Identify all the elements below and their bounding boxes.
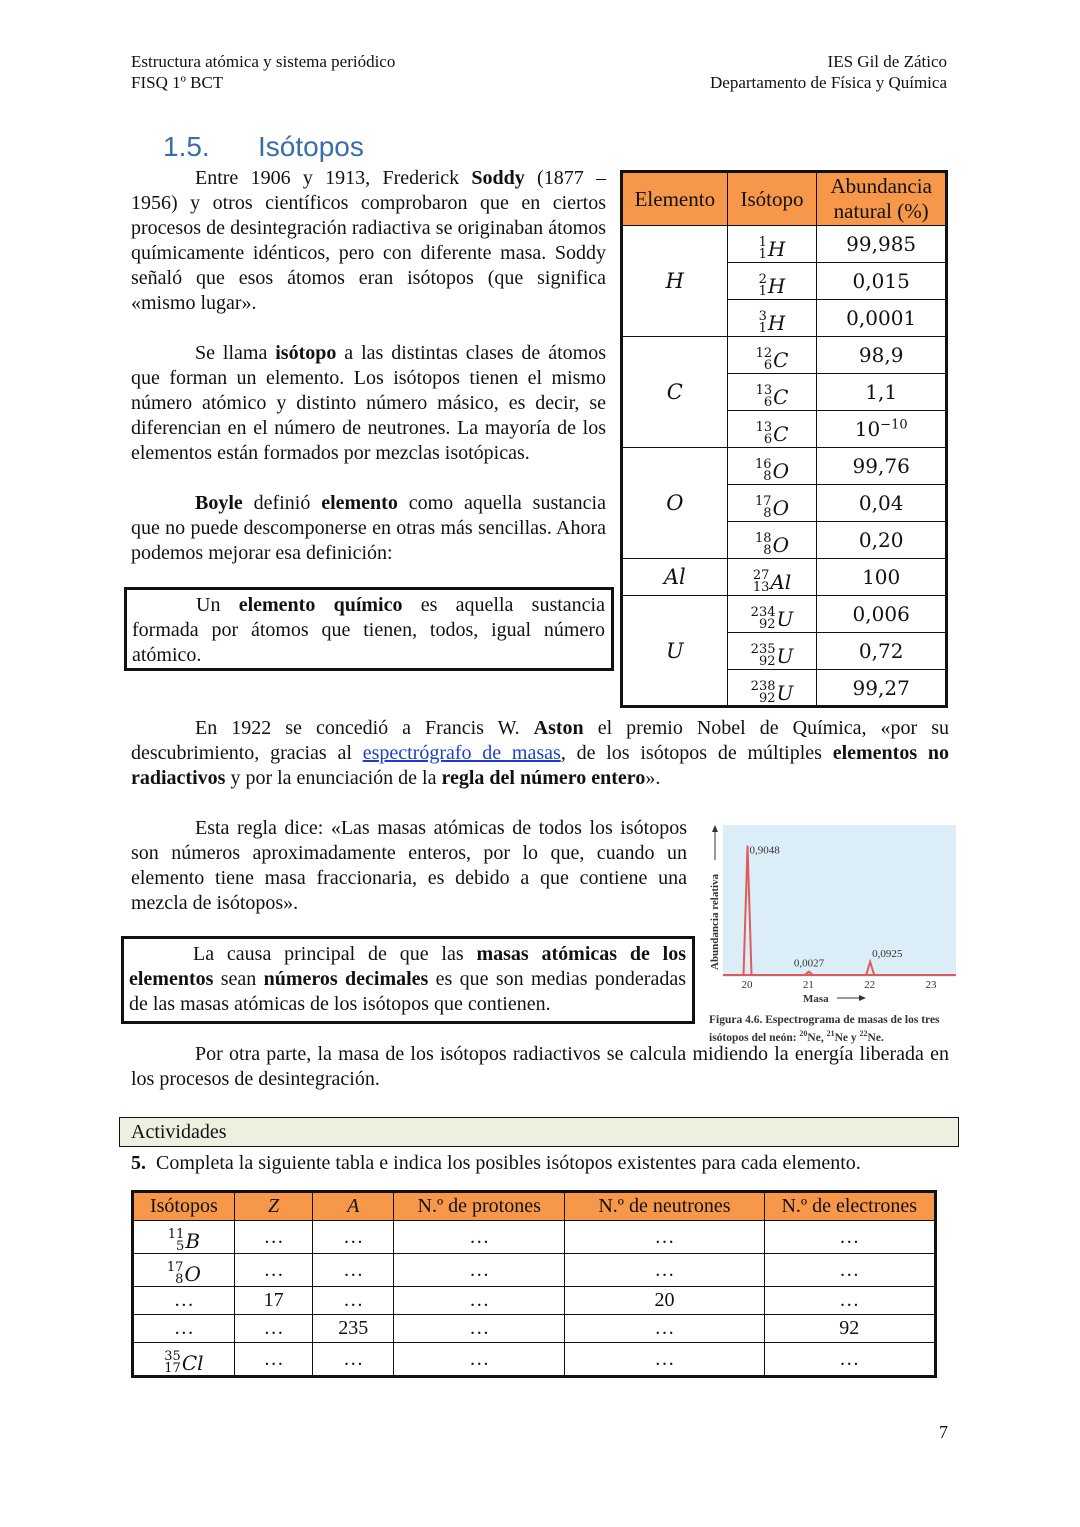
header-abundancia: Abundancia natural (%) xyxy=(817,172,947,226)
isotope-symbol: 13 6 C xyxy=(755,420,789,447)
isotope-cell xyxy=(727,670,817,707)
chemical-element-term: elemento químico xyxy=(238,594,403,616)
mass-spectrograph-link[interactable]: espectrógrafo de masas xyxy=(362,742,561,764)
peak-value-label: 0,0925 xyxy=(872,947,903,960)
activity-cell-n: … xyxy=(565,1315,764,1343)
activity-row xyxy=(133,1221,936,1254)
activity-cell-p: … xyxy=(394,1315,565,1343)
isotope-cell xyxy=(727,485,817,522)
spectrogram-svg xyxy=(703,820,963,1005)
boyle-name: Boyle xyxy=(195,492,243,514)
isotope-symbol: 17 8 O xyxy=(755,494,789,521)
activity-isotope-symbol: 35 17 Cl xyxy=(164,1349,204,1376)
header-course-code: FISQ 1º BCT xyxy=(131,73,224,92)
element-cell: C xyxy=(622,337,728,448)
isotope-symbol: 3 1 H xyxy=(758,309,786,336)
isotope-cell xyxy=(727,596,817,633)
activity-cell-e: 92 xyxy=(764,1315,935,1343)
header-protons: N.º de protones xyxy=(394,1192,565,1221)
isotope-cell xyxy=(727,559,817,596)
figure-number: Figura 4.6. xyxy=(709,1014,763,1026)
activity-isotope-cell xyxy=(133,1343,235,1377)
activity-row xyxy=(133,1343,936,1377)
header-department: Departamento de Física y Química xyxy=(710,73,947,92)
rule-paragraph: Esta regla dice: «Las masas atómicas de todos los isótopos son números aproximadamente enteros, por lo que, cuando un elemento tiene masa fraccionaria, es debido a que contiene una mezcla de isótopos». xyxy=(131,817,687,914)
activity-cell-p: … xyxy=(394,1343,565,1377)
question-text: Completa la siguiente tabla e indica los posibles isótopos existentes para cada elemento. xyxy=(156,1152,861,1174)
element-cell: Al xyxy=(622,559,728,596)
abundance-cell: 98,9 xyxy=(817,337,947,374)
activity-cell-a: 235 xyxy=(313,1315,394,1343)
figure-caption: Figura 4.6. Espectrograma de masas de los tres isótopos del neón: $^{20}$Ne, $^{21}$Ne y $^{22}$Ne. xyxy=(709,1014,940,1044)
isotope-row xyxy=(622,596,947,633)
activity-cell-e: … xyxy=(764,1287,935,1315)
section-title: Isótopos xyxy=(258,131,364,162)
activity-cell-n: … xyxy=(565,1221,764,1254)
boyle-paragraph: Boyle definió elemento como aquella sustancia que no puede descomponerse en otras más sencillas. Ahora podemos mejorar esa definición: xyxy=(131,492,606,564)
abundance-cell: 0,0001 xyxy=(817,300,947,337)
isotope-symbol: 238 92 U xyxy=(750,678,794,706)
decimal-mass-box: La causa principal de que las masas atómicas de los elementos sean números decimales es que son medias ponderadas de las masas atómicas de los isótopos que contienen. xyxy=(121,936,695,1024)
aston-name: Aston xyxy=(533,717,584,739)
activity-cell-p: … xyxy=(394,1254,565,1287)
header-isotopo: Isótopo xyxy=(727,172,817,226)
isotope-row xyxy=(622,559,947,596)
activity-row xyxy=(133,1315,936,1343)
abundance-cell: 0,72 xyxy=(817,633,947,670)
element-cell: H xyxy=(622,226,728,337)
activity-cell-n: … xyxy=(565,1343,764,1377)
activity-cell-p: … xyxy=(394,1287,565,1315)
isotope-cell xyxy=(727,448,817,485)
activity-cell-z: … xyxy=(234,1315,313,1343)
question-number: 5. xyxy=(131,1152,146,1174)
isotope-cell xyxy=(727,300,817,337)
header-elemento: Elemento xyxy=(622,172,728,226)
isotope-symbol: 27 13 Al xyxy=(752,568,792,595)
section-heading xyxy=(163,131,364,163)
activity-cell-z: 17 xyxy=(234,1287,313,1315)
aston-paragraph: En 1922 se concedió a Francis W. Aston el premio Nobel de Química, «por su descubrimiento, gracias al espectrógrafo de masas, de los isótopos de múltiples elementos no radiactivos y por la enunciación de la regla del número entero». xyxy=(131,717,949,789)
isotope-definition-paragraph: Se llama isótopo a las distintas clases de átomos que forman un elemento. Los isótopos tienen el mismo número atómico y distinto número másico, es decir, se diferencian en el número de neutrones. La mayoría de los elementos están formados por mezclas isotópicas. xyxy=(131,342,606,464)
isotope-cell xyxy=(727,633,817,670)
x-tick-label: 20 xyxy=(741,979,753,991)
header-z: Z xyxy=(234,1192,313,1221)
isotope-term: isótopo xyxy=(275,342,337,364)
neon-mass-spectrogram xyxy=(703,820,963,1045)
section-number: 1.5. xyxy=(163,131,210,162)
abundance-cell: $10^{-10}$ xyxy=(817,411,947,448)
isotope-symbol: 18 8 O xyxy=(755,531,789,558)
isotope-row xyxy=(622,337,947,374)
abundance-cell: 99,76 xyxy=(817,448,947,485)
radioactive-mass-paragraph: Por otra parte, la masa de los isótopos radiactivos se calcula midiendo la energía liberada en los procesos de desintegración. xyxy=(131,1043,949,1090)
abundance-cell: 100 xyxy=(817,559,947,596)
isotope-symbol: 2 1 H xyxy=(758,272,786,299)
soddy-name: Soddy xyxy=(471,167,525,189)
isotope-row xyxy=(622,448,947,485)
peak-value-label: 0,9048 xyxy=(749,844,780,857)
activity-cell-p: … xyxy=(394,1221,565,1254)
y-axis-label: Abundancia relativa xyxy=(709,873,721,970)
header-electrons: N.º de electrones xyxy=(764,1192,935,1221)
isotope-abundance-table xyxy=(620,170,948,708)
activity-table xyxy=(131,1190,937,1378)
decimal-numbers-term: números decimales xyxy=(263,968,429,990)
activity-cell-e: … xyxy=(764,1221,935,1254)
isotope-table-body xyxy=(622,226,947,707)
activity-isotope-cell xyxy=(133,1254,235,1287)
abundance-cell: 0,006 xyxy=(817,596,947,633)
activity-cell-z: … xyxy=(234,1221,313,1254)
isotope-symbol: 16 8 O xyxy=(755,457,789,484)
activity-isotope-cell: … xyxy=(133,1287,235,1315)
isotope-symbol: 1 1 H xyxy=(758,235,786,262)
element-cell: O xyxy=(622,448,728,559)
element-definition-box: Un elemento químico es aquella sustancia formada por átomos que tienen, todos, igual número atómico. xyxy=(124,587,614,671)
abundance-cell: 0,04 xyxy=(817,485,947,522)
header-course-title: Estructura atómica y sistema periódico xyxy=(131,52,396,71)
activity-cell-e: … xyxy=(764,1254,935,1287)
element-cell: U xyxy=(622,596,728,707)
header-isotopos: Isótopos xyxy=(133,1192,235,1221)
abundance-cell: 99,985 xyxy=(817,226,947,263)
isotope-symbol: 234 92 U xyxy=(750,605,794,632)
page-number: 7 xyxy=(939,1422,948,1442)
activity-table-body xyxy=(133,1221,936,1377)
page-header-left xyxy=(131,51,395,93)
atomic-masses-term: masas atómicas de los elementos xyxy=(129,943,686,990)
x-tick-label: 22 xyxy=(864,979,876,991)
intro-paragraph: Entre 1906 y 1913, Frederick Soddy (1877 – 1956) y otros científicos comprobaron que en ciertos procesos de desintegración radiactiva se originaban átomos químicamente idénticos, pero con diferente masa. Soddy señaló que esos átomos eran isótopos (que significa «mismo lugar». xyxy=(131,167,606,314)
abundance-cell: 0,20 xyxy=(817,522,947,559)
isotope-cell xyxy=(727,522,817,559)
activity-cell-z: … xyxy=(234,1254,313,1287)
non-radioactive-elements-term: elementos no radiactivos xyxy=(131,742,949,789)
abundance-cell: 99,27 xyxy=(817,670,947,707)
activity-isotope-cell xyxy=(133,1221,235,1254)
activity-row xyxy=(133,1254,936,1287)
activity-isotope-symbol: 17 8 O xyxy=(166,1260,201,1287)
activity-cell-z: … xyxy=(234,1343,313,1377)
header-neutrons: N.º de neutrones xyxy=(565,1192,764,1221)
y-axis-arrow-head xyxy=(712,825,718,832)
isotope-symbol: 12 6 C xyxy=(755,346,789,373)
activity-cell-e: … xyxy=(764,1343,935,1377)
activity-row xyxy=(133,1287,936,1315)
isotope-cell xyxy=(727,263,817,300)
activity-isotope-symbol: 11 5 B xyxy=(167,1227,201,1254)
isotope-symbol: 235 92 U xyxy=(750,642,794,669)
peak-value-label: 0,0027 xyxy=(793,957,825,970)
abundance-cell: 0,015 xyxy=(817,263,947,300)
x-axis-arrow-head xyxy=(859,995,866,1001)
activity-cell-a: … xyxy=(313,1343,394,1377)
x-axis-label: Masa xyxy=(803,993,829,1005)
page-header-right xyxy=(710,51,947,93)
activity-cell-a: … xyxy=(313,1287,394,1315)
abundance-cell: 1,1 xyxy=(817,374,947,411)
x-tick-label: 21 xyxy=(802,979,814,991)
isotope-cell xyxy=(727,374,817,411)
whole-number-rule-term: regla del número entero xyxy=(441,767,646,789)
isotope-cell xyxy=(727,337,817,374)
activities-header: Actividades xyxy=(119,1117,959,1147)
isotope-cell xyxy=(727,226,817,263)
activity-5-statement xyxy=(131,1151,861,1176)
header-school: IES Gil de Zático xyxy=(827,52,947,71)
isotope-cell xyxy=(727,411,817,448)
x-tick-label: 23 xyxy=(925,979,937,991)
activity-cell-a: … xyxy=(313,1254,394,1287)
activity-isotope-cell: … xyxy=(133,1315,235,1343)
activity-cell-n: 20 xyxy=(565,1287,764,1315)
isotope-symbol: 13 6 C xyxy=(755,383,789,410)
element-term: elemento xyxy=(321,492,398,514)
activity-cell-a: … xyxy=(313,1221,394,1254)
header-a: A xyxy=(313,1192,394,1221)
isotope-row xyxy=(622,226,947,263)
activity-cell-n: … xyxy=(565,1254,764,1287)
